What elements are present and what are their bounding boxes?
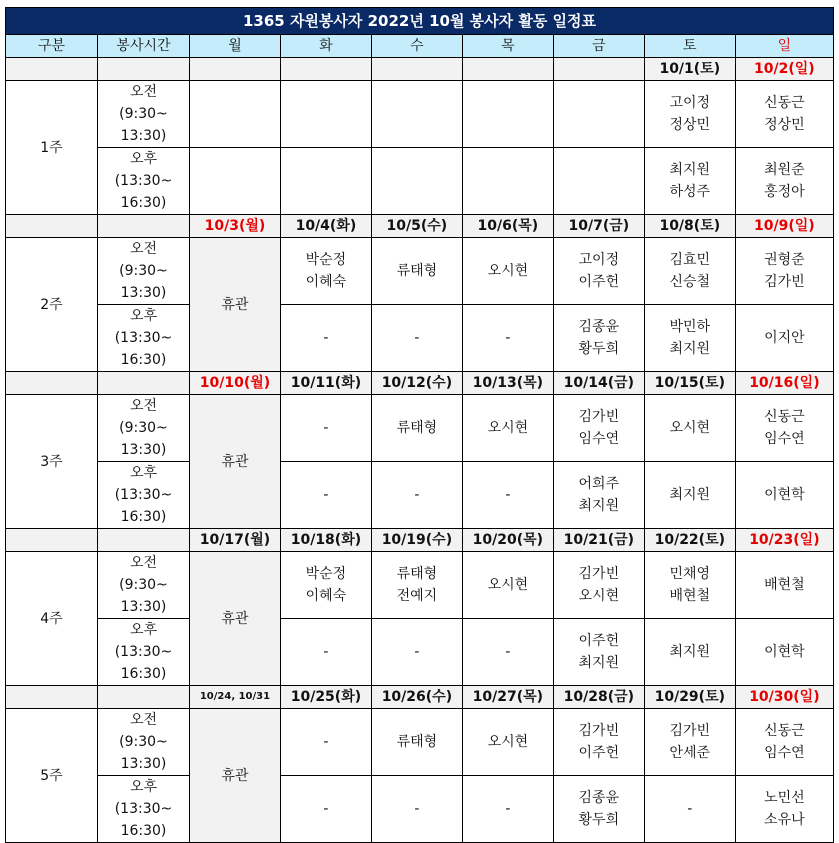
date-row: [6, 686, 834, 709]
afternoon-row: [6, 462, 834, 529]
volunteer-name: 신동근: [764, 723, 805, 739]
header-cell: 토: [644, 35, 735, 58]
volunteer-name: 최지원: [578, 655, 620, 671]
time-line: 13:30): [120, 756, 167, 772]
date-row: [6, 58, 834, 81]
volunteer-cell: [280, 305, 371, 372]
time-line: 오전: [129, 84, 157, 100]
volunteer-name: 어희주: [578, 476, 620, 492]
volunteer-cell: [553, 305, 644, 372]
volunteer-cell: [371, 305, 462, 372]
date-cell: 10/20(목): [462, 529, 553, 552]
date-row-label: [6, 215, 98, 238]
closed-cell: 휴관: [189, 552, 280, 686]
volunteer-name: 김가빈: [764, 274, 805, 290]
date-cell: 10/21(금): [553, 529, 644, 552]
volunteer-cell: [553, 462, 644, 529]
time-cell: [97, 305, 189, 372]
volunteer-name: 류태형: [396, 734, 438, 750]
volunteer-name: 임수연: [578, 431, 620, 447]
week-label: 5주: [6, 709, 98, 843]
volunteer-name: 고이정: [669, 95, 711, 111]
date-cell: 10/19(수): [371, 529, 462, 552]
volunteer-name: -: [505, 487, 511, 503]
volunteer-name: 이혜숙: [305, 588, 347, 604]
date-row-label: [6, 58, 98, 81]
volunteer-name: 오시현: [669, 420, 711, 436]
time-cell: [97, 238, 189, 305]
volunteer-cell: [553, 238, 644, 305]
volunteer-cell: [553, 395, 644, 462]
time-line: 16:30): [120, 666, 167, 682]
time-cell: [97, 148, 189, 215]
volunteer-cell: [371, 776, 462, 843]
date-row-label: [97, 372, 189, 395]
volunteer-cell: [280, 619, 371, 686]
volunteer-name: -: [414, 487, 420, 503]
volunteer-name: -: [323, 734, 329, 750]
time-cell: [97, 776, 189, 843]
header-cell: 금: [553, 35, 644, 58]
volunteer-cell: [371, 462, 462, 529]
volunteer-cell: [462, 238, 553, 305]
volunteer-cell: [280, 462, 371, 529]
date-cell: 10/14(금): [553, 372, 644, 395]
volunteer-name: 홍정아: [764, 184, 805, 200]
date-cell: 10/7(금): [553, 215, 644, 238]
volunteer-name: 소유나: [764, 812, 805, 828]
volunteer-name: -: [505, 801, 511, 817]
date-cell: 10/29(토): [644, 686, 735, 709]
date-cell: 10/18(화): [280, 529, 371, 552]
volunteer-cell: [735, 552, 833, 619]
volunteer-cell: [644, 81, 735, 148]
week-label: 2주: [6, 238, 98, 372]
header-cell: 구분: [6, 35, 98, 58]
volunteer-cell: [553, 776, 644, 843]
volunteer-cell: [553, 148, 644, 215]
volunteer-name: 최지원: [669, 162, 711, 178]
volunteer-name: -: [414, 644, 420, 660]
volunteer-cell: [644, 552, 735, 619]
volunteer-name: 이주헌: [578, 274, 620, 290]
time-line: 16:30): [120, 509, 167, 525]
date-cell: [553, 58, 644, 81]
volunteer-cell: [644, 619, 735, 686]
volunteer-cell: [462, 776, 553, 843]
date-row-label: [97, 529, 189, 552]
volunteer-name: -: [323, 420, 329, 436]
date-cell: 10/25(화): [280, 686, 371, 709]
date-row-label: [6, 372, 98, 395]
week-label: 4주: [6, 552, 98, 686]
date-cell: 10/10(월): [189, 372, 280, 395]
time-line: 13:30): [120, 442, 167, 458]
date-cell: 10/15(토): [644, 372, 735, 395]
volunteer-name: -: [323, 644, 329, 660]
volunteer-name: 오시현: [578, 588, 620, 604]
time-cell: [97, 709, 189, 776]
volunteer-name: 노민선: [764, 790, 805, 806]
volunteer-cell: [189, 148, 280, 215]
volunteer-cell: [371, 552, 462, 619]
date-cell: [280, 58, 371, 81]
volunteer-name: 이혜숙: [305, 274, 347, 290]
volunteer-cell: [644, 709, 735, 776]
volunteer-name: 박순정: [305, 252, 347, 268]
volunteer-name: 배현철: [764, 577, 805, 593]
time-line: (9:30~: [119, 577, 168, 593]
date-cell: [371, 58, 462, 81]
volunteer-cell: [462, 709, 553, 776]
time-line: 오후: [129, 779, 157, 795]
volunteer-cell: [735, 395, 833, 462]
date-row-label: [97, 686, 189, 709]
volunteer-name: 황두희: [578, 812, 620, 828]
volunteer-name: 고이정: [578, 252, 620, 268]
volunteer-cell: [735, 462, 833, 529]
volunteer-cell: [644, 305, 735, 372]
volunteer-cell: [735, 709, 833, 776]
time-line: 오전: [129, 398, 157, 414]
time-cell: [97, 395, 189, 462]
date-cell: 10/5(수): [371, 215, 462, 238]
date-cell: 10/13(목): [462, 372, 553, 395]
volunteer-name: 이지안: [764, 330, 805, 346]
date-row-label: [97, 215, 189, 238]
volunteer-name: -: [323, 487, 329, 503]
volunteer-name: 최지원: [578, 498, 620, 514]
volunteer-cell: [280, 552, 371, 619]
volunteer-name: 류태형: [396, 566, 438, 582]
volunteer-cell: [280, 776, 371, 843]
closed-cell: 휴관: [189, 238, 280, 372]
title-row: [6, 8, 834, 35]
header-cell: 화: [280, 35, 371, 58]
volunteer-cell: [644, 462, 735, 529]
volunteer-name: 정상민: [669, 117, 711, 133]
volunteer-cell: [644, 776, 735, 843]
volunteer-cell: [280, 148, 371, 215]
volunteer-cell: [553, 552, 644, 619]
date-row: [6, 529, 834, 552]
morning-row: [6, 81, 834, 148]
volunteer-name: 황두희: [578, 341, 620, 357]
volunteer-name: 전예지: [396, 588, 438, 604]
time-line: 오전: [129, 241, 157, 257]
volunteer-name: 김종윤: [578, 319, 620, 335]
volunteer-cell: [553, 81, 644, 148]
date-cell: 10/24, 10/31: [189, 686, 280, 709]
volunteer-cell: [462, 462, 553, 529]
volunteer-cell: [189, 81, 280, 148]
date-cell: 10/6(목): [462, 215, 553, 238]
time-line: 13:30): [120, 599, 167, 615]
volunteer-name: 오시현: [487, 577, 529, 593]
time-line: 오후: [129, 151, 157, 167]
volunteer-name: 류태형: [396, 263, 438, 279]
volunteer-name: 오시현: [487, 734, 529, 750]
volunteer-name: -: [505, 330, 511, 346]
date-cell: 10/8(토): [644, 215, 735, 238]
volunteer-cell: [371, 709, 462, 776]
volunteer-cell: [644, 395, 735, 462]
week-label: 3주: [6, 395, 98, 529]
morning-row: [6, 709, 834, 776]
time-cell: [97, 619, 189, 686]
volunteer-cell: [735, 619, 833, 686]
time-line: (9:30~: [119, 420, 168, 436]
volunteer-cell: [462, 395, 553, 462]
afternoon-row: [6, 619, 834, 686]
date-cell: 10/1(토): [644, 58, 735, 81]
volunteer-name: 박순정: [305, 566, 347, 582]
volunteer-name: 민채영: [669, 566, 711, 582]
volunteer-name: 박민하: [669, 319, 711, 335]
volunteer-cell: [644, 148, 735, 215]
time-line: (9:30~: [119, 734, 168, 750]
time-cell: [97, 81, 189, 148]
time-cell: [97, 552, 189, 619]
volunteer-cell: [371, 619, 462, 686]
volunteer-name: -: [687, 801, 693, 817]
volunteer-name: 임수연: [764, 431, 805, 447]
date-cell: 10/9(일): [735, 215, 833, 238]
date-cell: 10/4(화): [280, 215, 371, 238]
volunteer-cell: [371, 81, 462, 148]
volunteer-cell: [462, 552, 553, 619]
volunteer-name: 이현학: [764, 487, 805, 503]
time-line: (9:30~: [119, 106, 168, 122]
volunteer-name: 이현학: [764, 644, 805, 660]
date-cell: 10/26(수): [371, 686, 462, 709]
volunteer-cell: [735, 238, 833, 305]
date-cell: 10/23(일): [735, 529, 833, 552]
time-line: 오전: [129, 712, 157, 728]
header-cell: 봉사시간: [97, 35, 189, 58]
volunteer-name: 최지원: [669, 644, 711, 660]
volunteer-name: 김가빈: [578, 723, 620, 739]
volunteer-cell: [553, 619, 644, 686]
volunteer-cell: [371, 238, 462, 305]
time-line: 16:30): [120, 823, 167, 839]
volunteer-name: -: [505, 644, 511, 660]
time-line: 오후: [129, 308, 157, 324]
date-cell: [462, 58, 553, 81]
volunteer-cell: [735, 776, 833, 843]
time-line: 오후: [129, 622, 157, 638]
volunteer-name: -: [414, 801, 420, 817]
header-cell: 월: [189, 35, 280, 58]
morning-row: [6, 238, 834, 305]
volunteer-name: 김가빈: [578, 409, 620, 425]
time-line: (13:30~: [114, 330, 173, 346]
volunteer-cell: [371, 395, 462, 462]
volunteer-name: 임수연: [764, 745, 805, 761]
volunteer-name: 김가빈: [669, 723, 711, 739]
volunteer-name: 최지원: [669, 341, 711, 357]
volunteer-cell: [280, 395, 371, 462]
volunteer-cell: [462, 148, 553, 215]
header-cell: 일: [735, 35, 833, 58]
time-line: (9:30~: [119, 263, 168, 279]
header-row: [6, 35, 834, 58]
volunteer-cell: [371, 148, 462, 215]
volunteer-cell: [280, 81, 371, 148]
time-line: 오전: [129, 555, 157, 571]
date-cell: 10/12(수): [371, 372, 462, 395]
time-line: 16:30): [120, 195, 167, 211]
volunteer-name: 권형준: [764, 252, 805, 268]
volunteer-name: 배현철: [669, 588, 711, 604]
date-row-label: [97, 58, 189, 81]
time-line: (13:30~: [114, 801, 173, 817]
volunteer-name: -: [323, 801, 329, 817]
volunteer-name: 이주헌: [578, 745, 620, 761]
header-cell: 목: [462, 35, 553, 58]
afternoon-row: [6, 305, 834, 372]
date-cell: 10/16(일): [735, 372, 833, 395]
volunteer-name: -: [414, 330, 420, 346]
time-line: 16:30): [120, 352, 167, 368]
date-row-label: [6, 529, 98, 552]
date-cell: 10/30(일): [735, 686, 833, 709]
volunteer-name: 정상민: [764, 117, 805, 133]
time-line: (13:30~: [114, 487, 173, 503]
date-row: [6, 215, 834, 238]
afternoon-row: [6, 148, 834, 215]
time-line: 13:30): [120, 128, 167, 144]
volunteer-name: 오시현: [487, 420, 529, 436]
time-line: (13:30~: [114, 173, 173, 189]
volunteer-cell: [735, 148, 833, 215]
closed-cell: 휴관: [189, 395, 280, 529]
volunteer-name: 김효민: [669, 252, 711, 268]
closed-cell: 휴관: [189, 709, 280, 843]
date-row-label: [6, 686, 98, 709]
volunteer-cell: [644, 238, 735, 305]
date-cell: 10/3(월): [189, 215, 280, 238]
volunteer-cell: [462, 619, 553, 686]
time-line: 13:30): [120, 285, 167, 301]
volunteer-cell: [462, 81, 553, 148]
morning-row: [6, 395, 834, 462]
volunteer-cell: [735, 305, 833, 372]
date-cell: 10/11(화): [280, 372, 371, 395]
schedule-table: [5, 7, 834, 843]
date-cell: [189, 58, 280, 81]
week-label: 1주: [6, 81, 98, 215]
volunteer-name: -: [323, 330, 329, 346]
date-cell: 10/27(목): [462, 686, 553, 709]
volunteer-name: 최지원: [669, 487, 711, 503]
page-title: 1365 자원봉사자 2022년 10월 봉사자 활동 일정표: [6, 8, 834, 35]
volunteer-name: 신동근: [764, 409, 805, 425]
volunteer-name: 하성주: [669, 184, 711, 200]
time-line: (13:30~: [114, 644, 173, 660]
volunteer-cell: [553, 709, 644, 776]
volunteer-name: 이주헌: [578, 633, 620, 649]
time-line: 오후: [129, 465, 157, 481]
volunteer-cell: [280, 238, 371, 305]
volunteer-name: 오시현: [487, 263, 529, 279]
date-cell: 10/22(토): [644, 529, 735, 552]
date-cell: 10/2(일): [735, 58, 833, 81]
volunteer-name: 신동근: [764, 95, 805, 111]
volunteer-name: 김가빈: [578, 566, 620, 582]
volunteer-cell: [735, 81, 833, 148]
volunteer-name: 안세준: [669, 745, 711, 761]
date-cell: 10/28(금): [553, 686, 644, 709]
volunteer-cell: [280, 709, 371, 776]
date-cell: 10/17(월): [189, 529, 280, 552]
header-cell: 수: [371, 35, 462, 58]
morning-row: [6, 552, 834, 619]
volunteer-cell: [462, 305, 553, 372]
volunteer-name: 신승철: [669, 274, 711, 290]
volunteer-name: 류태형: [396, 420, 438, 436]
volunteer-name: 최원준: [764, 162, 805, 178]
date-row: [6, 372, 834, 395]
afternoon-row: [6, 776, 834, 843]
volunteer-name: 김종윤: [578, 790, 620, 806]
time-cell: [97, 462, 189, 529]
